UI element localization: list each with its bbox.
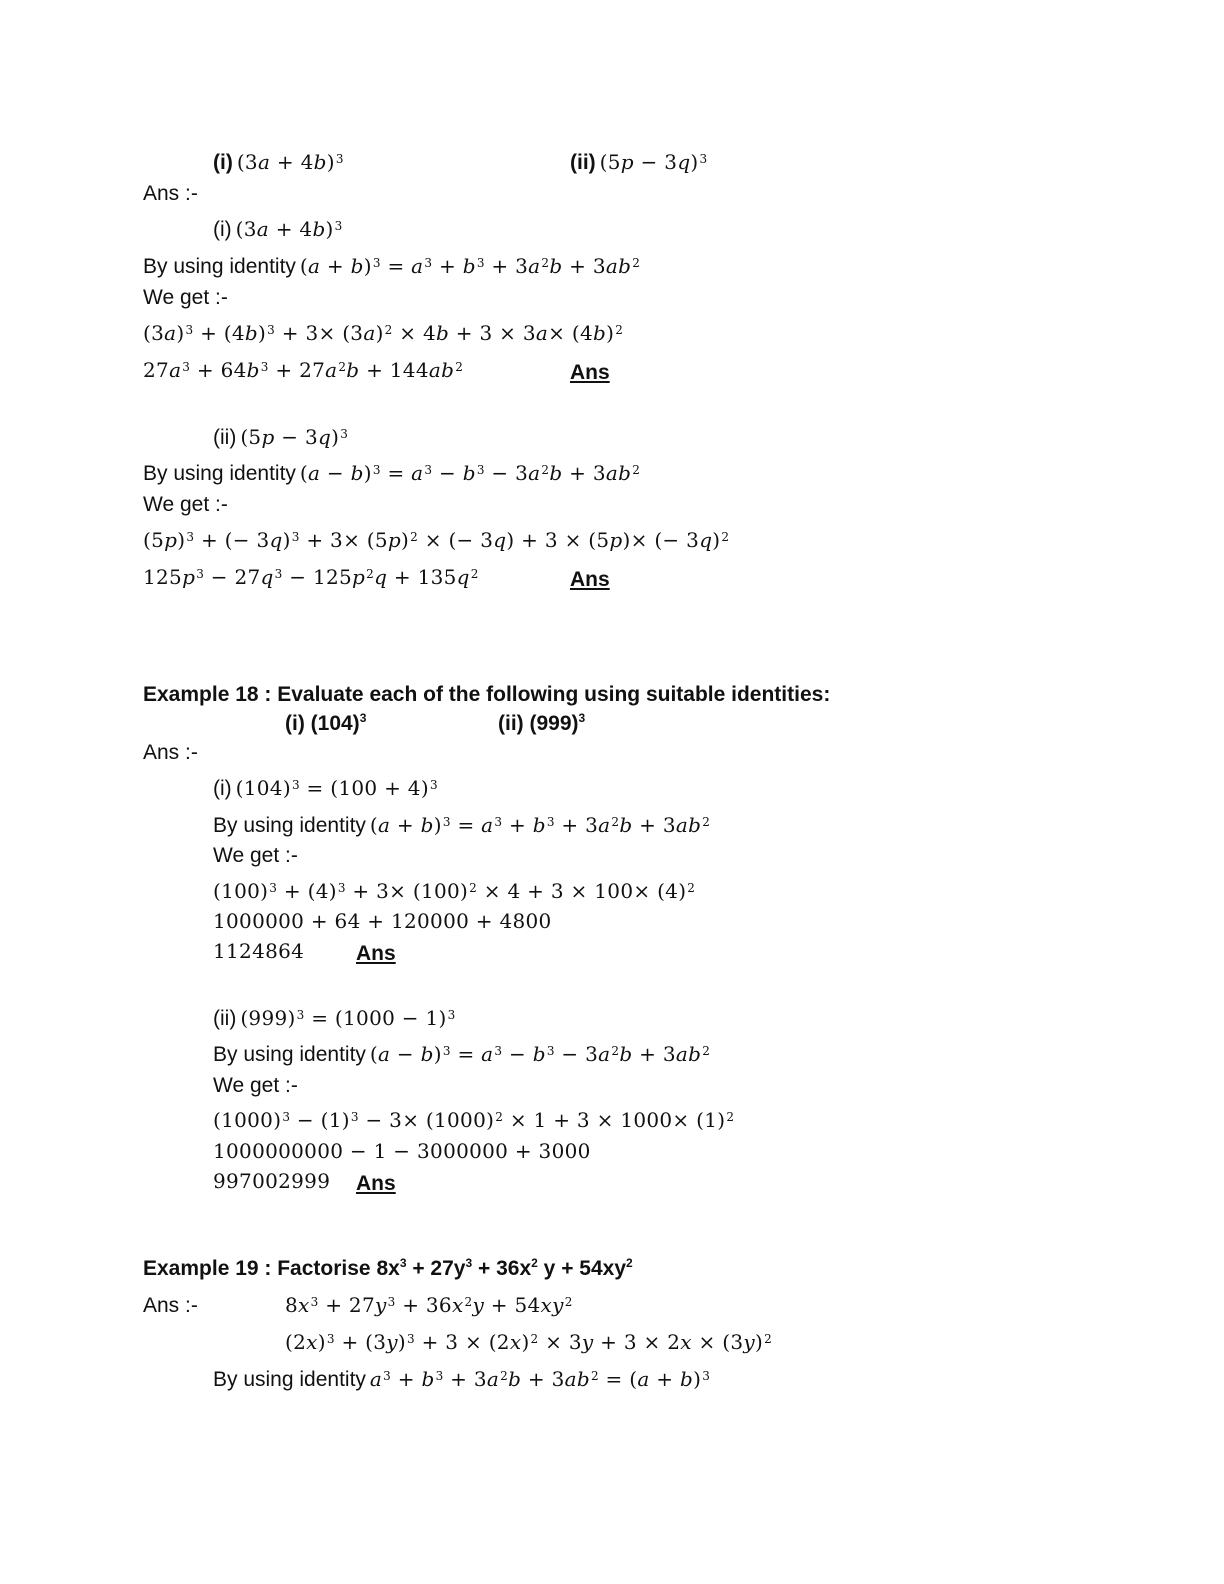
ex18-part-i-we-get: We get :- <box>213 844 298 867</box>
q17-part-ii-title <box>213 427 348 448</box>
example19-identity <box>213 1369 710 1390</box>
q17-part-i-identity <box>143 256 640 277</box>
q17-heading-ii-expr: $(5p - 3q)^3$ <box>599 150 708 174</box>
sub-sup: 3 <box>578 711 586 725</box>
ex18-part-i-result: 1124864 <box>213 939 305 963</box>
ex18-part-ii-identity <box>213 1044 710 1065</box>
identity-label: By using identity <box>143 462 296 485</box>
ex18-part-i-step2: 1000000 + 64 + 120000 + 4800 <box>213 909 552 933</box>
q17-part-i-we-get: We get :- <box>143 286 228 309</box>
ans-marker: Ans <box>570 568 610 591</box>
q17-heading-i <box>213 152 344 173</box>
sub-text: (i) (104) <box>285 712 360 735</box>
example19-ans-label: Ans :- <box>143 1294 198 1317</box>
identity-expr: $(a - b)^3 = a^3 - b^3 - 3a^2b + 3ab^2$ <box>299 461 641 485</box>
part-label: (ii) <box>213 426 237 449</box>
ans-marker: Ans <box>356 942 396 965</box>
q17-part-i-step1: $(3a)^3 + (4b)^3 + 3\times (3a)^2 \times 4b + 3 \times 3a\times (4b)^2$ <box>143 321 624 345</box>
q17-part-i-result: $27a^3 + 64b^3 + 27a^2b + 144ab^2$ <box>143 358 464 382</box>
sub-text: (ii) (999) <box>498 712 579 735</box>
part-expr: $(3a + 4b)^3$ <box>235 217 343 241</box>
example18-sub-i <box>285 713 366 734</box>
q17-heading-i-expr: $(3a + 4b)^3$ <box>236 150 344 174</box>
ex18-part-i-title <box>213 778 438 799</box>
example19-line2: $(2x)^3 + (3y)^3 + 3 \times (2x)^2 \times 3y + 3 \times 2x \times (3y)^2$ <box>285 1330 773 1354</box>
example19-line1: $8x^3 + 27y^3 + 36x^2y + 54xy^2$ <box>285 1293 573 1317</box>
ex18-part-ii-step1: $(1000)^3 - (1)^3 - 3\times (1000)^2 \times 1 + 3 \times 1000\times (1)^2$ <box>213 1108 735 1132</box>
example18-title: Example 18 : Evaluate each of the following using suitable identities: <box>143 683 831 706</box>
q17-part-ii-we-get: We get :- <box>143 493 228 516</box>
part-expr: $(5p - 3q)^3$ <box>240 425 349 449</box>
identity-expr: $(a + b)^3 = a^3 + b^3 + 3a^2b + 3ab^2$ <box>299 254 641 278</box>
example19-title: Example 19 : Factorise $8x^3 + 27y^3 + 36x^2$ $y + 54xy^2$ <box>143 1256 633 1280</box>
example18-sub-ii <box>498 713 585 734</box>
identity-label: By using identity <box>213 1368 366 1391</box>
q17-ans-label: Ans :- <box>143 182 198 205</box>
q17-part-ii-identity <box>143 463 640 484</box>
identity-expr: $a^3 + b^3 + 3a^2b + 3ab^2 = (a + b)^3$ <box>369 1367 711 1391</box>
q17-part-i-title <box>213 219 343 240</box>
sub-sup: 3 <box>359 711 367 725</box>
ex18-part-ii-step2: 1000000000 − 1 − 3000000 + 3000 <box>213 1139 591 1163</box>
part-expr: $(999)^3 = (1000 - 1)^3$ <box>240 1006 456 1030</box>
ans-marker: Ans <box>570 361 610 384</box>
q17-heading-i-label: (i) <box>213 151 233 174</box>
identity-expr: $(a + b)^3 = a^3 + b^3 + 3a^2b + 3ab^2$ <box>369 813 711 837</box>
part-label: (i) <box>213 218 232 241</box>
part-expr: $(104)^3 = (100 + 4)^3$ <box>235 776 438 800</box>
identity-label: By using identity <box>143 255 296 278</box>
q17-part-ii-step1: $(5p)^3$ + (− $3q)^3 + 3\times (5p)^2$ × (− 3q) + 3 × (5p)× (− 3q)$^2$ <box>143 528 730 552</box>
ex18-part-ii-we-get: We get :- <box>213 1074 298 1097</box>
ans-marker: Ans <box>356 1172 396 1195</box>
identity-label: By using identity <box>213 814 366 837</box>
part-label: (ii) <box>213 1007 237 1030</box>
example18-ans-label: Ans :- <box>143 741 198 764</box>
q17-part-ii-result: $125p^3 - 27q^3 - 125p^2q + 135q^2$ <box>143 565 479 589</box>
part-label: (i) <box>213 777 232 800</box>
identity-expr: $(a - b)^3 = a^3 - b^3 - 3a^2b + 3ab^2$ <box>369 1042 711 1066</box>
identity-label: By using identity <box>213 1043 366 1066</box>
ex18-part-ii-title <box>213 1008 456 1029</box>
q17-heading-ii <box>570 152 707 173</box>
q17-heading-ii-label: (ii) <box>570 151 596 174</box>
ex18-part-i-identity <box>213 815 710 836</box>
ex18-part-i-step1: $(100)^3 + (4)^3 + 3\times (100)^2 \times 4 + 3 \times 100\times (4)^2$ <box>213 879 696 903</box>
ex18-part-ii-result: 997002999 <box>213 1169 331 1193</box>
